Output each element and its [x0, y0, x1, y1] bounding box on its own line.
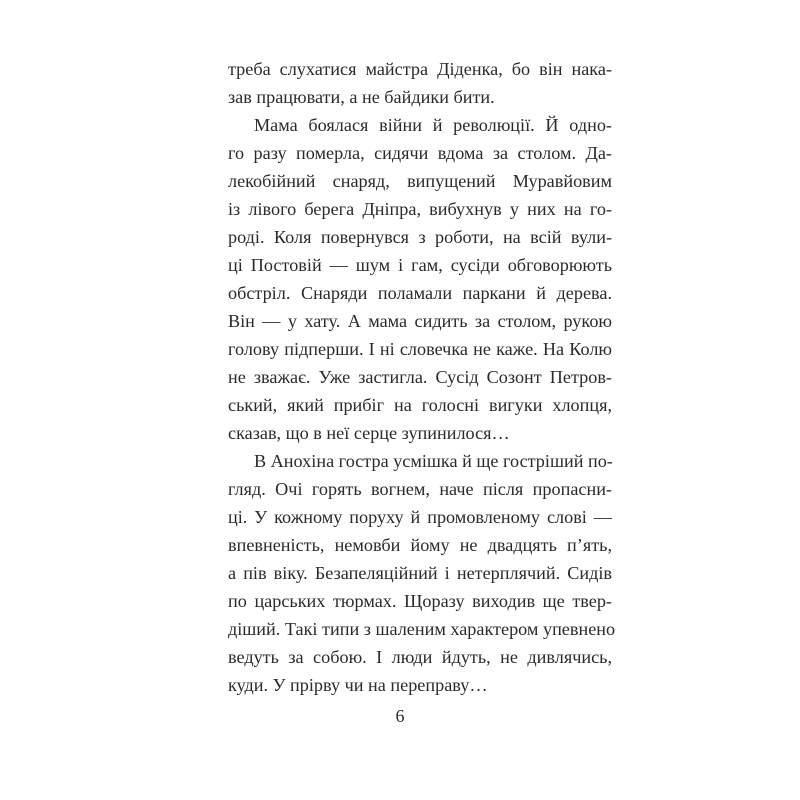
text-line: не зважає. Уже застигла. Сусід Созонт Петров-	[228, 367, 612, 387]
text-line: по царських тюрмах. Щоразу виходив ще твер-	[228, 591, 612, 611]
text-line: ведуть за собою. І люди йдуть, не дивлячись,	[228, 647, 612, 667]
text-line: із лівого берега Дніпра, вибухнув у них на го-	[228, 199, 612, 219]
text-line: ці. У кожному поруху й промовленому слові —	[228, 507, 612, 527]
paragraph-start-line: Мама боялася війни й революції. Й одно-	[254, 115, 612, 135]
text-line: го разу померла, сидячи вдома за столом. Да-	[228, 143, 612, 163]
text-line: лекобійний снаряд, випущений Муравйовим	[228, 171, 612, 191]
text-line: гляд. Очі горять вогнем, наче після пропасни-	[228, 479, 612, 499]
paragraph-start-line: В Анохіна гостра усмішка й ще гостріший по-	[254, 451, 613, 471]
text-line: ський, який прибіг на голосні вигуки хлопця,	[228, 395, 612, 415]
text-line: куди. У прірву чи на переправу…	[228, 675, 488, 695]
page-number: 6	[395, 706, 405, 726]
text-line: ці Постовій — шум і гам, сусіди обговорюють	[228, 255, 612, 275]
text-line: а пів віку. Безапеляційний і нетерплячий. Сидів	[228, 563, 612, 583]
text-line: зав працювати, а не байдики бити.	[228, 87, 495, 107]
text-line: треба слухатися майстра Діденка, бо він нака-	[228, 59, 612, 79]
text-line: роді. Коля повернувся з роботи, на всій вули-	[228, 227, 612, 247]
text-line: Він — у хату. А мама сидить за столом, рукою	[228, 311, 612, 331]
text-line: діший. Такі типи з шаленим характером упевнено	[228, 619, 616, 639]
text-line: голову підперши. І ні словечка не каже. На Колю	[228, 339, 612, 359]
text-line: обстріл. Снаряди поламали паркани й дерева.	[228, 283, 612, 303]
text-line: сказав, що в неї серце зупинилося…	[228, 423, 510, 443]
text-line: впевненість, немовби йому не двадцять п’ять,	[228, 535, 612, 555]
